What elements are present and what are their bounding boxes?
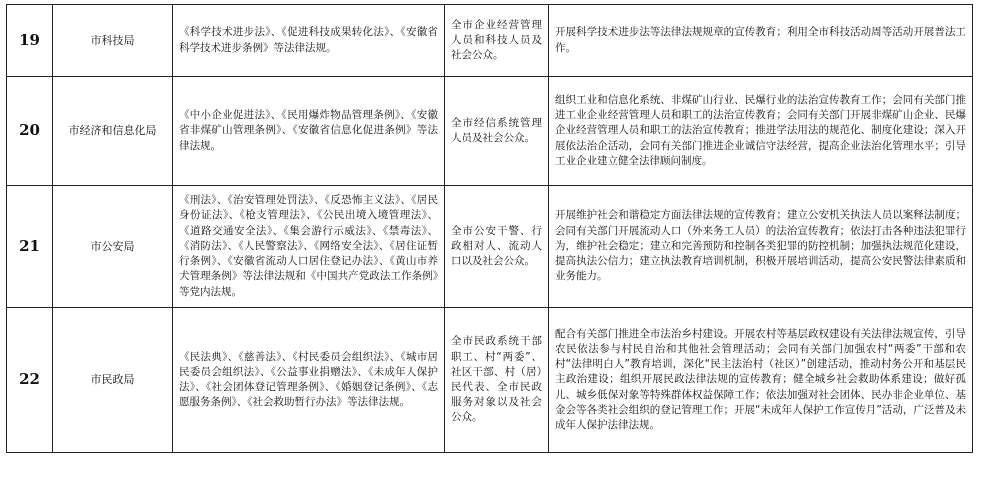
department-name: 市科技局 <box>53 5 173 77</box>
laws-cell: 《科学技术进步法》、《促进科技成果转化法》、《安徽省科学技术进步条例》等法律法规。 <box>173 5 445 77</box>
laws-cell: 《刑法》、《治安管理处罚法》、《反恐怖主义法》、《居民身份证法》、《枪支管理法》、《公民出境入境管理法》、《道路交通安全法》、《集会游行示威法》、《禁毒法》、《消防法》、《人民警察法》、《网络安全法》、《居住证暂行条例》、《安徽省流动人口居住登记办法》、《黄山市养犬管理条例》等法律法规和《中国共产党政法工作条例》等党内法规。 <box>173 186 445 308</box>
law-duty-table <box>6 4 973 453</box>
table-row <box>7 77 973 186</box>
task-cell: 开展维护社会和谐稳定方面法律法规的宣传教育；建立公安机关执法人员以案释法制度；会同有关部门开展流动人口（外来务工人员）的法治宣传教育；依法打击各种违法犯罪行为，维护社会稳定；建立和完善预防和控制各类犯罪的防控机制；加强执法规范化建设，提高执法公信力；建立执法教育培训机制，积极开展培训活动，提高公安民警法律素质和业务能力。 <box>549 186 973 308</box>
table-row <box>7 186 973 308</box>
target-audience-cell: 全市企业经营管理人员和科技人员及社会公众。 <box>445 5 549 77</box>
target-audience-cell: 全市经信系统管理人员及社会公众。 <box>445 77 549 186</box>
task-cell: 开展科学技术进步法等法律法规规章的宣传教育；利用全市科技活动周等活动开展普法工作。 <box>549 5 973 77</box>
target-audience-cell: 全市公安干警、行政相对人、流动人口以及社会公众。 <box>445 186 549 308</box>
task-cell: 配合有关部门推进全市法治乡村建设。开展农村等基层政权建设有关法律法规宣传，引导农民依法参与村民自治和其他社会管理活动；会同有关部门加强农村“两委”干部和农村“法律明白人”教育培训，深化“民主法治村（社区）”创建活动，推动村务公开和基层民主政治建设；组织开展民政法律法规的宣传教育；健全城乡社会救助体系建设；做好孤儿、城乡低保对象等特殊群体权益保障工作；依法加强对社会团体、民办非企业单位、基金会等各类社会组织的登记管理工作；开展“未成年人保护工作宣传月”活动，广泛普及未成年人保护法律法规。 <box>549 308 973 453</box>
laws-cell: 《民法典》、《慈善法》、《村民委员会组织法》、《城市居民委员会组织法》、《公益事业捐赠法》、《未成年人保护法》、《社会团体登记管理条例》、《婚姻登记条例》、《志愿服务条例》、《社会救助暂行办法》等法律法规。 <box>173 308 445 453</box>
department-name: 市公安局 <box>53 186 173 308</box>
row-number: 20 <box>7 77 53 186</box>
department-name: 市民政局 <box>53 308 173 453</box>
laws-cell: 《中小企业促进法》、《民用爆炸物品管理条例》、《安徽省非煤矿山管理条例》、《安徽省信息化促进条例》等法律法规。 <box>173 77 445 186</box>
row-number: 19 <box>7 5 53 77</box>
department-name: 市经济和信息化局 <box>53 77 173 186</box>
task-cell: 组织工业和信息化系统、非煤矿山行业、民爆行业的法治宣传教育工作；会同有关部门推进工业企业经营管理人员和职工的法治宣传教育；会同有关部门开展非煤矿山企业、民爆企业经营管理人员和职工的法治宣传教育；推进学法用法的规范化、制度化建设；深入开展依法治企活动，会同有关部门推进企业诚信守法经营，提高企业法治化管理水平；引导工业企业建立健全法律顾问制度。 <box>549 77 973 186</box>
target-audience-cell: 全市民政系统干部职工、村“两委”、社区干部、村（居）民代表、全市民政服务对象以及社会公众。 <box>445 308 549 453</box>
row-number: 22 <box>7 308 53 453</box>
table-row <box>7 5 973 77</box>
table-row <box>7 308 973 453</box>
row-number: 21 <box>7 186 53 308</box>
